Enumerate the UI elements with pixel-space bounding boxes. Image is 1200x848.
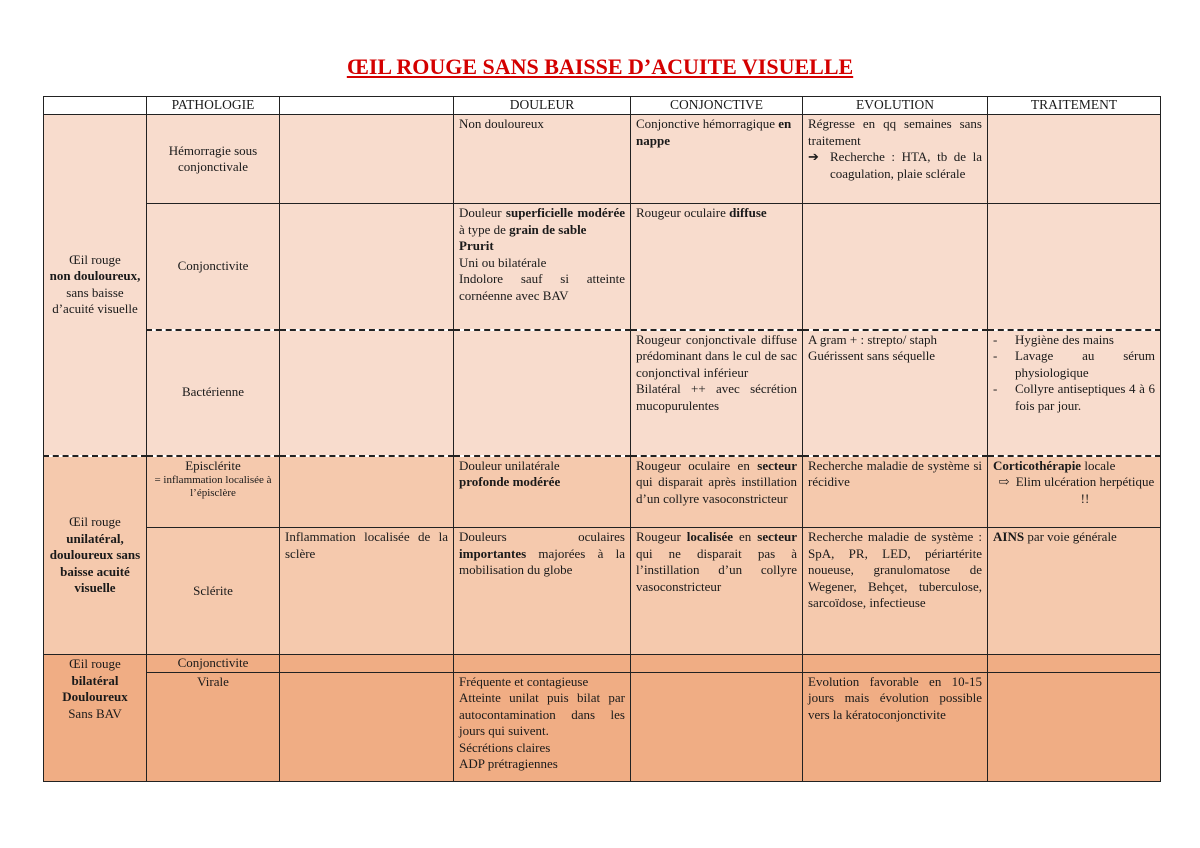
pathology-virale: Virale [147,672,280,781]
pathology-conjonctivite: Conjonctivite [147,204,280,330]
page-title: ŒIL ROUGE SANS BAISSE D’ACUITE VISUELLE [346,54,854,79]
evolution-virale: Evolution favorable en 10-15 jours mais évolution possible vers la kératoconjonctivite [803,672,988,781]
header-row [44,97,1161,115]
traitement-episclerite: Corticothérapie locale ⇨ Elim ulcération herpétique !! [988,456,1161,528]
row-sclerite [44,528,1161,655]
header-evolution: EVOLUTION [803,97,988,115]
header-traitement: TRAITEMENT [988,97,1161,115]
pathology-conjonctivite-bilat: Conjonctivite [147,655,280,673]
douleur-virale: Fréquente et contagieuse Atteinte unilat puis bilat par autocontamination dans les jours qui suivent. Sécrétions claires ADP prétragiennes [454,672,631,781]
pathology-episclerite: Episclérite = inflammation localisée à l’épisclère [147,456,280,528]
douleur-sclerite: Douleurs oculaires importantes majorées à la mobilisation du globe [454,528,631,655]
group3-label: Œil rouge bilatéral Douloureux Sans BAV [44,655,147,782]
group1-label: Œil rouge non douloureux, sans baisse d’acuité visuelle [44,115,147,456]
pathology-sclerite: Sclérite [147,528,280,655]
group2-label: Œil rouge unilatéral, douloureux sans baisse acuité visuelle [44,456,147,655]
row-virale [44,672,1161,781]
pathology-hemorragie: Hémorragie sous conjonctivale [147,115,280,204]
row-bacterienne [44,330,1161,456]
arrow-icon: ⇨ [998,474,1010,489]
row-conjonctivite [44,204,1161,330]
evolution-hemorragie: Régresse en qq semaines sans traitement ➔ Recherche : HTA, tb de la coagulation, plaie sclérale [803,115,988,204]
header-conjonctive: CONJONCTIVE [631,97,803,115]
col3-sclerite: Inflammation localisée de la sclère [280,528,454,655]
conjonctive-conjonctivite: Rougeur oculaire diffuse [631,204,803,330]
row-conjonctivite-bilat [44,655,1161,673]
row-episclerite [44,456,1161,528]
douleur-episclerite: Douleur unilatérale profonde modérée [454,456,631,528]
header-douleur: DOULEUR [454,97,631,115]
evolution-bacterienne: A gram + : strepto/ staph Guérissent sans séquelle [803,330,988,456]
evolution-episclerite: Recherche maladie de système si récidive [803,456,988,528]
arrow-icon: ➔ [808,149,819,164]
header-group [44,97,147,115]
pathology-table [43,96,1161,782]
traitement-sclerite: AINS par voie générale [988,528,1161,655]
traitement-bacterienne: - Hygiène des mains - Lavage au sérum physiologique - Collyre antiseptiques 4 à 6 fois par jour. [988,330,1161,456]
evolution-sclerite: Recherche maladie de système : SpA, PR, LED, périartérite noueuse, granulomatose de Wegener, Behçet, tuberculose, sarcoïdose, infectieuse [803,528,988,655]
douleur-hemorragie: Non douloureux [454,115,631,204]
conjonctive-episclerite: Rougeur oculaire en secteur qui disparait après instillation d’un collyre vasoconstricteur [631,456,803,528]
conjonctive-bacterienne: Rougeur conjonctivale diffuse prédominant dans le cul de sac conjonctival inférieur Bilatéral ++ avec sécrétion mucopurulentes [631,330,803,456]
pathology-bacterienne: Bactérienne [147,330,280,456]
header-blank [280,97,454,115]
conjonctive-hemorragie: Conjonctive hémorragique en nappe [631,115,803,204]
row-hemorragie [44,115,1161,204]
conjonctive-sclerite: Rougeur localisée en secteur qui ne disparait pas à l’instillation d’un collyre vasoconstricteur [631,528,803,655]
douleur-conjonctivite: Douleur superficielle modérée à type de grain de sable Prurit Uni ou bilatérale Indolore sauf si atteinte cornéenne avec BAV [454,204,631,330]
header-pathologie: PATHOLOGIE [147,97,280,115]
